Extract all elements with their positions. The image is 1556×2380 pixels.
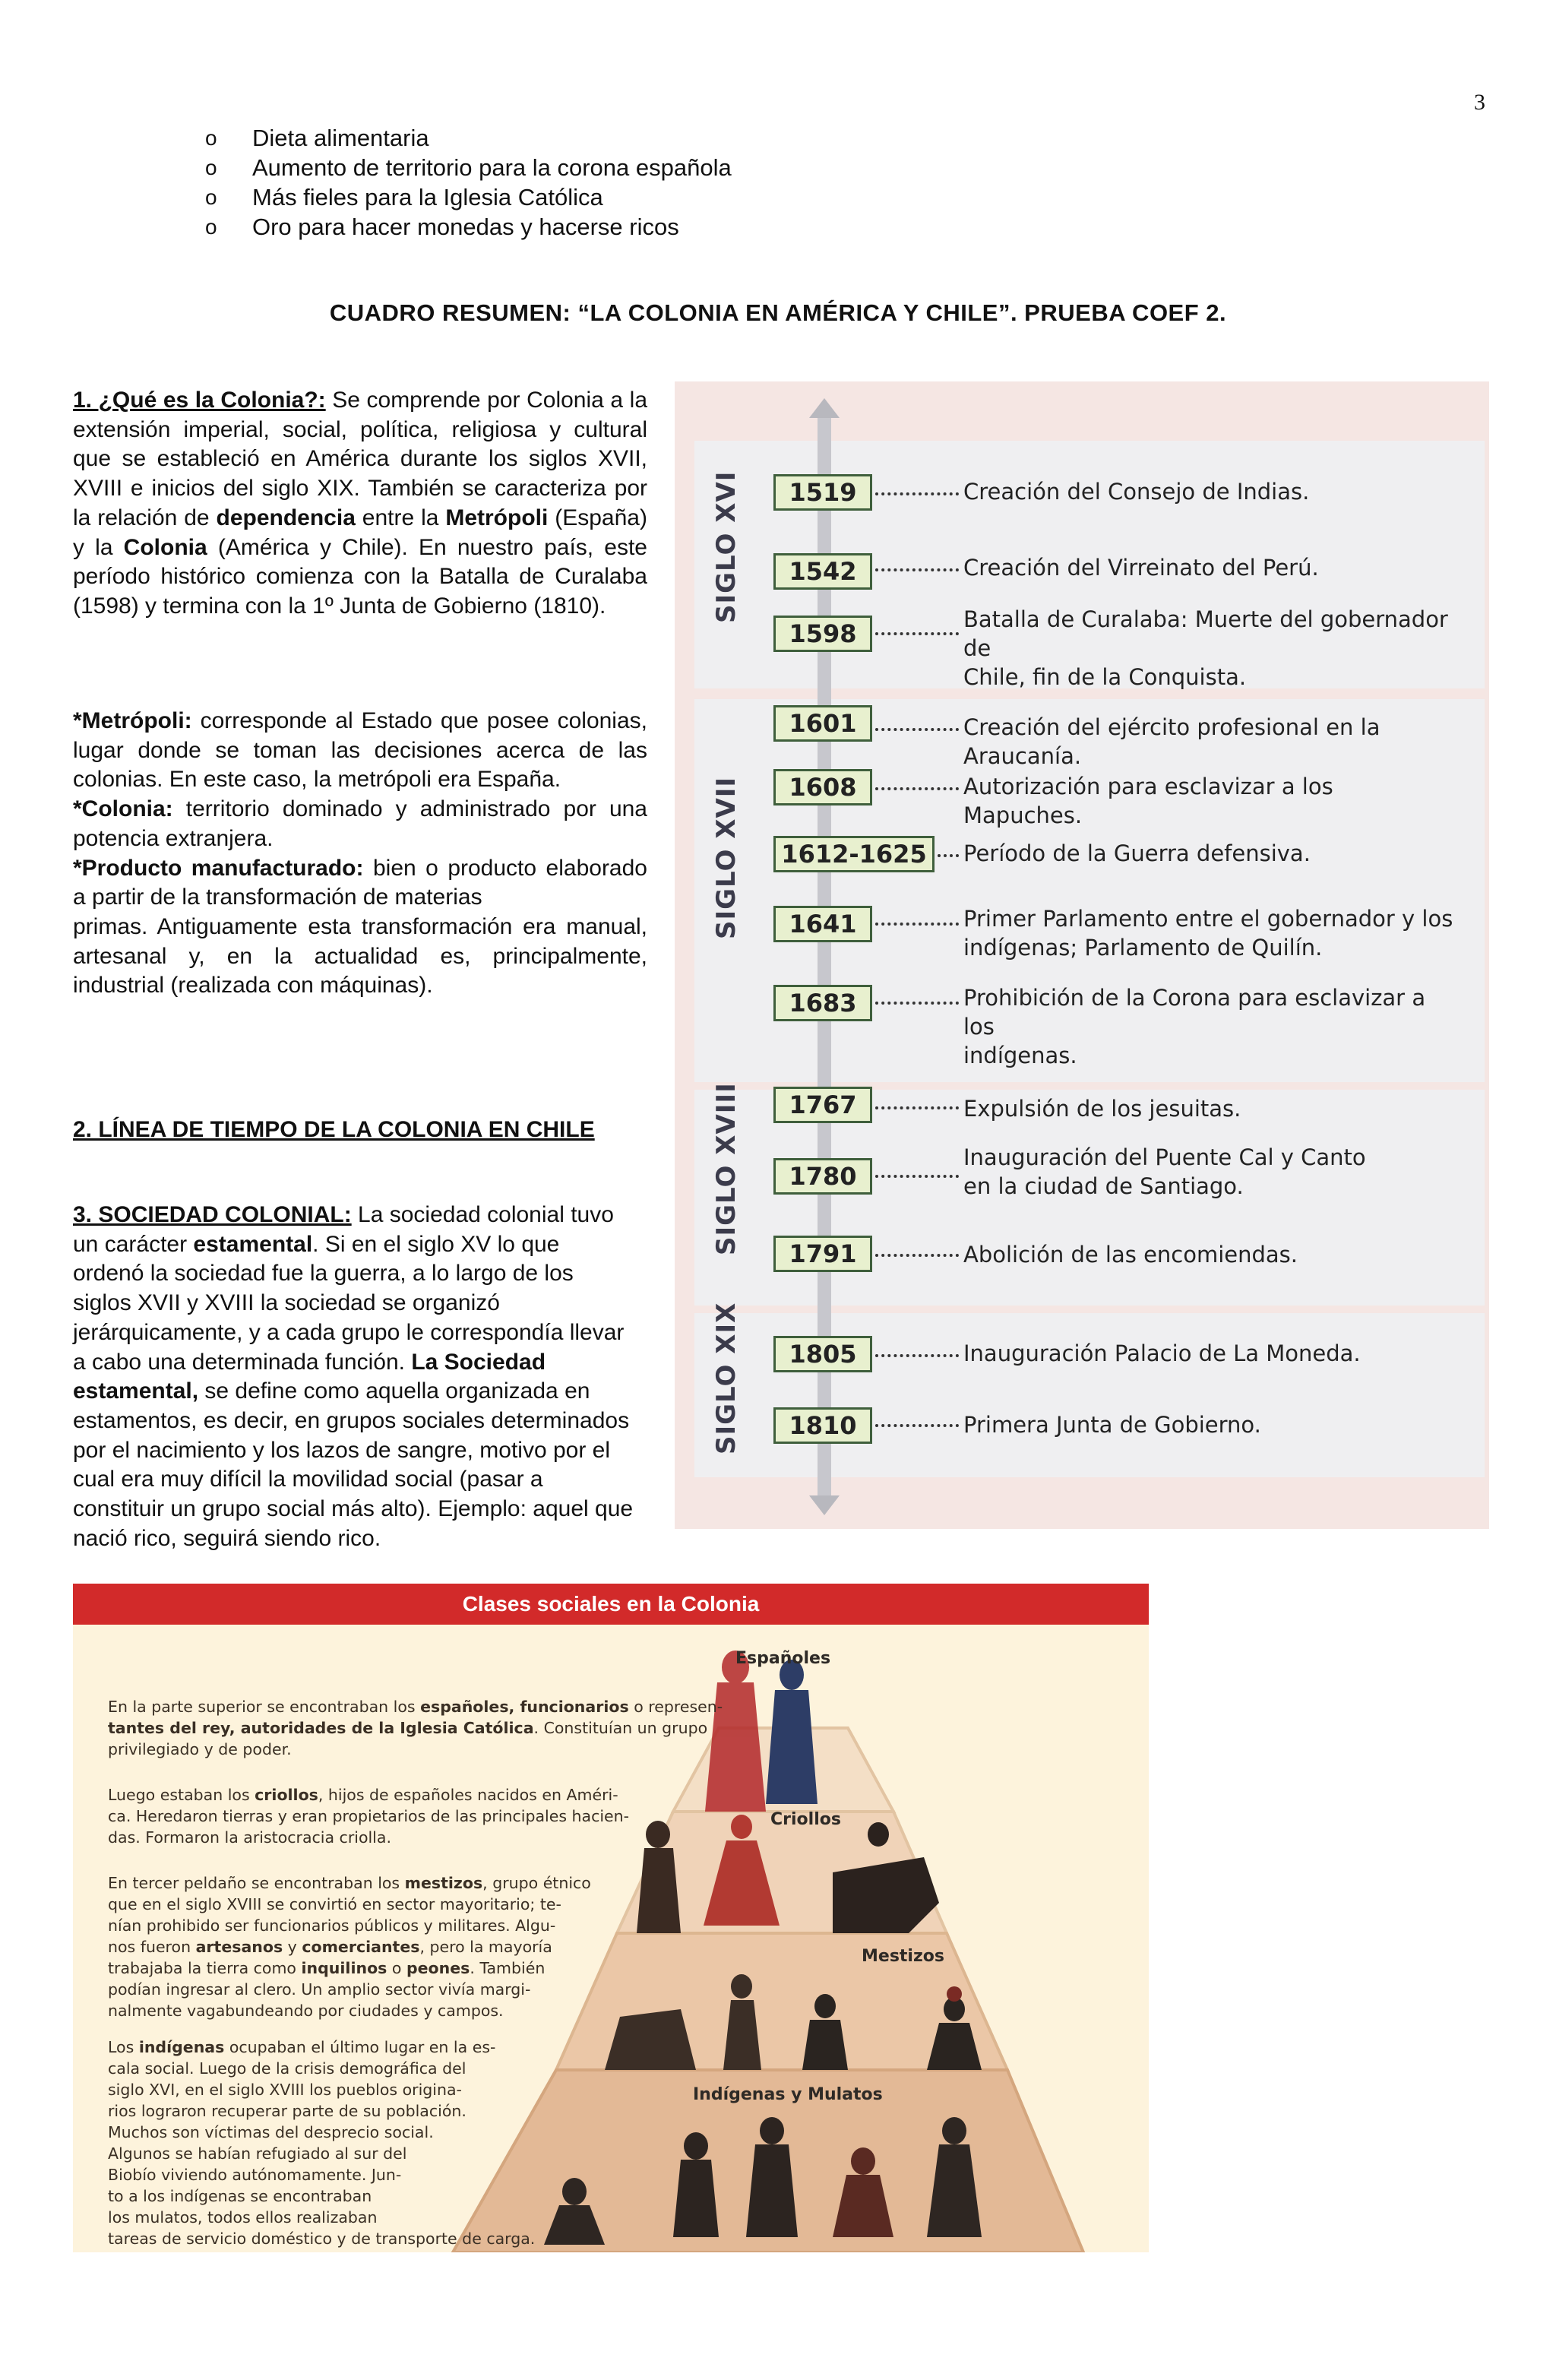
section-what-is-colony	[73, 386, 647, 622]
class-paragraph-mestizos: En tercer peldaño se encontraban los mestizos, grupo étnico que en el siglo XVIII se convirtió en sector mayoritario; te- nían prohibido ser funcionarios públicos y militares. Algu- nos fueron artesanos y comerciantes, pero la mayoría trabajaba la tierra como inquilinos o peones. También podían ingresar al clero. Un amplio sector vivía margi- nalmente vagabundeando por ciudades y campos.	[108, 1874, 591, 2020]
list-item	[205, 123, 732, 153]
definition-term: *Producto manufacturado:	[73, 855, 364, 881]
leader-dots	[875, 1106, 959, 1109]
section-sociedad-colonial	[73, 1201, 635, 1553]
pyramid-label: Criollos	[770, 1810, 841, 1829]
year-box: 1608	[773, 769, 872, 805]
list-item	[205, 153, 732, 182]
social-classes-figure	[73, 1584, 1149, 2252]
year-box: 1767	[773, 1087, 872, 1123]
class-paragraph-criollos: Luego estaban los criollos, hijos de españoles nacidos en Améri- ca. Heredaron tierras y eran propietarios de las principales hacien- das. Formaron la aristocracia criolla.	[108, 1786, 630, 1847]
section-heading: 1. ¿Qué es la Colonia?:	[73, 388, 326, 413]
bold-term: dependencia	[216, 505, 356, 530]
bold-term: estamental	[193, 1231, 313, 1257]
year-box: 1805	[773, 1336, 872, 1372]
definition-producto-cont: primas. Antiguamente esta transformación era manual, artesanal y, en la actualidad es, principalmente, industrial (realizada con máquinas).	[73, 913, 647, 999]
event-text: Autorización para esclavizar a los Mapuches.	[963, 774, 1333, 828]
year-box: 1542	[773, 553, 872, 590]
bullet-marker: o	[205, 185, 217, 209]
leader-dots	[875, 728, 959, 731]
event-text: Primer Parlamento entre el gobernador y los indígenas; Parlamento de Quilín.	[963, 906, 1453, 961]
definition-colonia	[73, 795, 647, 853]
bullet-marker: o	[205, 126, 217, 150]
arrow-up-icon	[809, 398, 840, 418]
paragraph-text: entre la	[355, 505, 446, 530]
paragraph-text: Se comprende por Colonia a la extensión imperial, social, política, religiosa y cultural que se estableció en América durante los siglos XVII, XVIII e inicios del siglo XIX. También se caracteriza por la relación de	[73, 388, 647, 530]
year-box: 1519	[773, 474, 872, 511]
event-text: Prohibición de la Corona para esclavizar a los indígenas.	[963, 985, 1426, 1068]
definition-text: bien o producto elaborado a partir de la transformación de materias	[73, 855, 647, 910]
leader-dots	[875, 1002, 959, 1005]
list-item-text: Oro para hacer monedas y hacerse ricos	[252, 214, 679, 240]
event-text: Creación del Consejo de Indias.	[963, 479, 1310, 505]
century-label: SIGLO XVI	[711, 470, 742, 623]
definition-text: corresponde al Estado que posee colonias, lugar donde se toman las decisiones acerca de las colonias. En este caso, la metrópoli era España.	[73, 708, 647, 793]
figure-header: Clases sociales en la Colonia	[73, 1584, 1149, 1625]
summary-title: CUADRO RESUMEN: “LA COLONIA EN AMÉRICA Y CHILE”. PRUEBA COEF 2.	[329, 299, 1227, 326]
year-box: 1612-1625	[773, 836, 935, 872]
pyramid-label: Indígenas y Mulatos	[693, 2085, 883, 2104]
definition-term: *Metrópoli:	[73, 708, 192, 733]
pyramid-label: Españoles	[735, 1649, 831, 1668]
paragraph-text: (España) y la	[73, 505, 647, 560]
definitions-block	[73, 707, 647, 1001]
bullet-marker: o	[205, 215, 217, 239]
year-box: 1810	[773, 1407, 872, 1444]
event-text: Creación del ejército profesional en la Araucanía.	[963, 714, 1380, 769]
paragraph-text: La sociedad colonial tuvo un carácter	[73, 1202, 614, 1257]
event-text: Primera Junta de Gobierno.	[963, 1412, 1261, 1438]
year-box: 1683	[773, 985, 872, 1021]
leader-dots	[938, 854, 959, 857]
leader-dots	[875, 632, 959, 635]
bold-term: Colonia	[123, 534, 207, 560]
century-label: SIGLO XVII	[711, 776, 742, 939]
list-item	[205, 212, 732, 242]
definition-term: *Colonia:	[73, 796, 173, 822]
century-label: SIGLO XVIII	[711, 1082, 742, 1255]
bold-term: La Sociedad estamental,	[73, 1349, 546, 1404]
definition-text: territorio dominado y administrado por una potencia extranjera.	[73, 796, 647, 851]
leader-dots	[875, 787, 959, 790]
event-text: Inauguración del Puente Cal y Canto en la ciudad de Santiago.	[963, 1144, 1366, 1199]
event-text: Período de la Guerra defensiva.	[963, 840, 1311, 866]
list-item	[205, 182, 732, 212]
section-heading: 3. SOCIEDAD COLONIAL:	[73, 1202, 352, 1227]
event-text: Creación del Virreinato del Perú.	[963, 555, 1319, 581]
pyramid-label: Mestizos	[862, 1947, 944, 1966]
leader-dots	[875, 1254, 959, 1257]
class-paragraph-indigenas: Los indígenas ocupaban el último lugar en la es- cala social. Luego de la crisis demográfica del siglo XVI, en el siglo XVIII los pueblos origina- rios lograron recuperar parte de su población. Muchos son víctimas del desprecio social. Algunos se habían refugiado al sur del Biobío viviendo autónomamente. Jun- to a los indígenas se encontraban los mulatos, todos ellos realizaban tareas de servicio doméstico y de transporte de carga.	[108, 2038, 536, 2248]
list-item-text: Aumento de territorio para la corona española	[252, 154, 732, 181]
year-box: 1780	[773, 1158, 872, 1195]
paragraph-text: se define como aquella organizada en estamentos, es decir, en grupos sociales determinados por el nacimiento y los lazos de sangre, motivo por el cual era muy difícil la movilidad social (pasar a constituir un grupo social más alto). Ejemplo: aquel que nació rico, seguirá siendo rico.	[73, 1378, 634, 1551]
class-paragraph-espanoles: En la parte superior se encontraban los españoles, funcionarios o represen- tantes del rey, autoridades de la Iglesia Católica. Constituían un grupo privilegiado y de poder.	[108, 1698, 723, 1758]
event-text: Abolición de las encomiendas.	[963, 1242, 1298, 1268]
bullet-marker: o	[205, 156, 217, 179]
paragraph-text: . Si en el siglo XV lo que ordenó la sociedad fue la guerra, a lo largo de los siglos XVII y XVIII la sociedad se organizó jerárquicamente, y a cada grupo le correspondía llevar a cabo una determinada función.	[73, 1231, 625, 1375]
century-label: SIGLO XIX	[711, 1302, 742, 1454]
arrow-down-icon	[809, 1495, 840, 1515]
year-box: 1641	[773, 906, 872, 942]
colonial-timeline	[675, 381, 1489, 1529]
paragraph-text: (América y Chile). En nuestro país, este período histórico comienza con la Batalla de Curalaba (1598) y termina con la 1º Junta de Gobierno (1810).	[73, 534, 647, 619]
year-box: 1598	[773, 616, 872, 652]
list-item-text: Dieta alimentaria	[252, 125, 429, 151]
year-box: 1791	[773, 1236, 872, 1272]
definition-metropoli	[73, 707, 647, 795]
leader-dots	[875, 1424, 959, 1427]
leader-dots	[875, 568, 959, 571]
bold-term: Metrópoli	[445, 505, 549, 530]
bullet-list	[205, 123, 732, 242]
event-text: Batalla de Curalaba: Muerte del gobernador de Chile, fin de la Conquista.	[963, 606, 1448, 690]
leader-dots	[875, 923, 959, 926]
leader-dots	[875, 492, 959, 495]
section2-heading: 2. LÍNEA DE TIEMPO DE LA COLONIA EN CHILE	[73, 1117, 595, 1142]
page-number: 3	[1474, 90, 1485, 115]
list-item-text: Más fieles para la Iglesia Católica	[252, 184, 603, 210]
leader-dots	[875, 1175, 959, 1178]
year-box: 1601	[773, 705, 872, 742]
definition-producto	[73, 854, 647, 913]
event-text: Expulsión de los jesuitas.	[963, 1096, 1241, 1122]
leader-dots	[875, 1354, 959, 1357]
event-text: Inauguración Palacio de La Moneda.	[963, 1340, 1361, 1366]
